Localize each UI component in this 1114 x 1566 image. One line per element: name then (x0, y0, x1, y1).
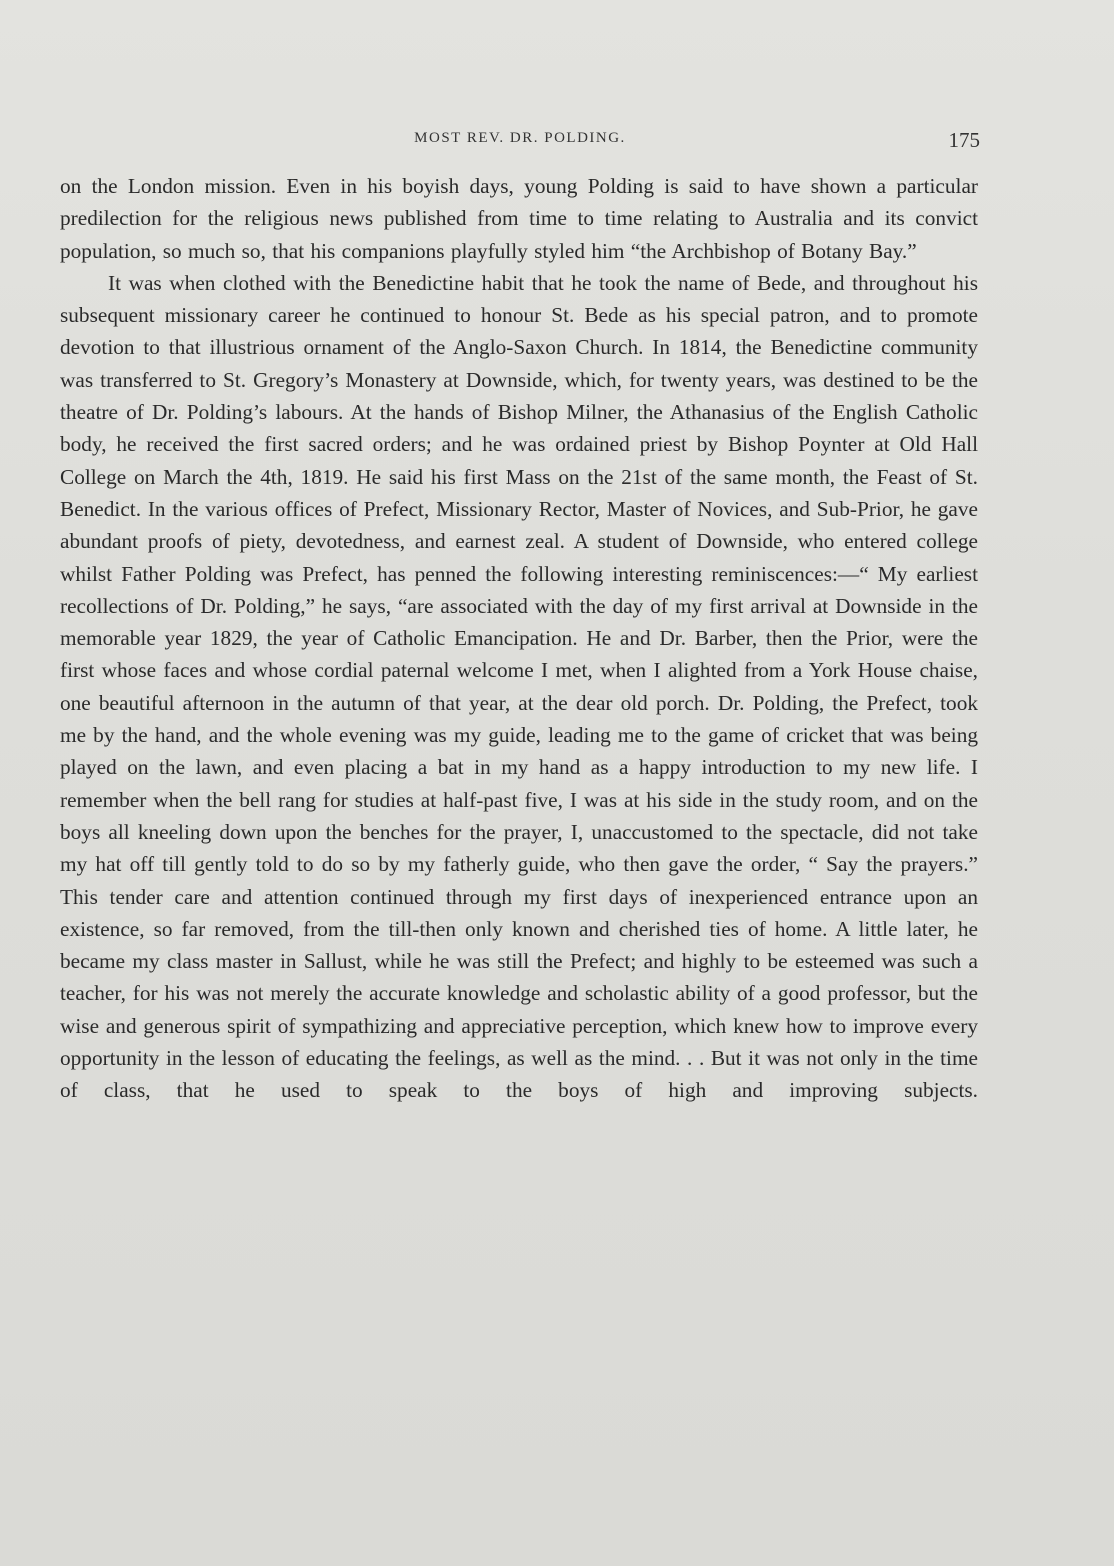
page-number: 175 (948, 128, 980, 152)
paragraph-1: on the London mission. Even in his boyish days, young Polding is said to have shown a particular predilection for the religious news published from time to time relating to Australia and its convict population, so much so, that his companions playfully styled him “the Archbishop of Botany Bay.” (60, 174, 978, 263)
paragraph-2: It was when clothed with the Benedictine habit that he took the name of Bede, and throughout his subsequent missionary career he continued to honour St. Bede as his special patron, and to promote devotion to that illustrious ornament of the Anglo-Saxon Church. In 1814, the Benedictine community was transferred to St. Gregory’s Monastery at Downside, which, for twenty years, was destined to be the theatre of Dr. Polding’s labours. At the hands of Bishop Milner, the Athanasius of the English Catholic body, he received the first sacred orders; and he was ordained priest by Bishop Poynter at Old Hall College on March the 4th, 1819. He said his first Mass on the 21st of the same month, the Feast of St. Benedict. In the various offices of Prefect, Missionary Rector, Master of Novices, and Sub-Prior, he gave abundant proofs of piety, devotedness, and earnest zeal. A student of Downside, who entered college whilst Father Polding was Prefect, has penned the following interesting reminiscences:—“ My earliest recollections of Dr. Polding,” he says, “are associated with the day of my first arrival at Downside in the memorable year 1829, the year of Catholic Emancipation. He and Dr. Barber, then the Prior, were the first whose faces and whose cordial paternal welcome I met, when I alighted from a York House chaise, one beautiful afternoon in the autumn of that year, at the dear old porch. Dr. Polding, the Prefect, took me by the hand, and the whole evening was my guide, leading me to the game of cricket that was being played on the lawn, and even placing a bat in my hand as a happy introduction to my new life. I remember when the bell rang for studies at half-past five, I was at his side in the study room, and on the boys all kneeling down upon the benches for the prayer, I, unaccustomed to the spectacle, did not take my hat off till gently told to do so by my fatherly guide, who then gave the order, “ Say the prayers.” This tender care and attention continued through my first days of inexperienced entrance upon an existence, so far removed, from the till-then only known and cherished ties of home. A little later, he became my class master in Sallust, while he was still the Prefect; and highly to be esteemed was such a teacher, for his was not merely the accurate knowledge and scholastic ability of a good professor, but the wise and generous spirit of sympathizing and appreciative perception, which knew how to improve every opportunity in the lesson of educating the feelings, as well as the mind. . . But it was not only in the time of class, that he used to speak to the boys of high and improving subjects. (60, 270, 978, 1103)
running-head (60, 128, 980, 158)
body-text (60, 170, 978, 1107)
running-title: MOST REV. DR. POLDING. (414, 130, 626, 146)
